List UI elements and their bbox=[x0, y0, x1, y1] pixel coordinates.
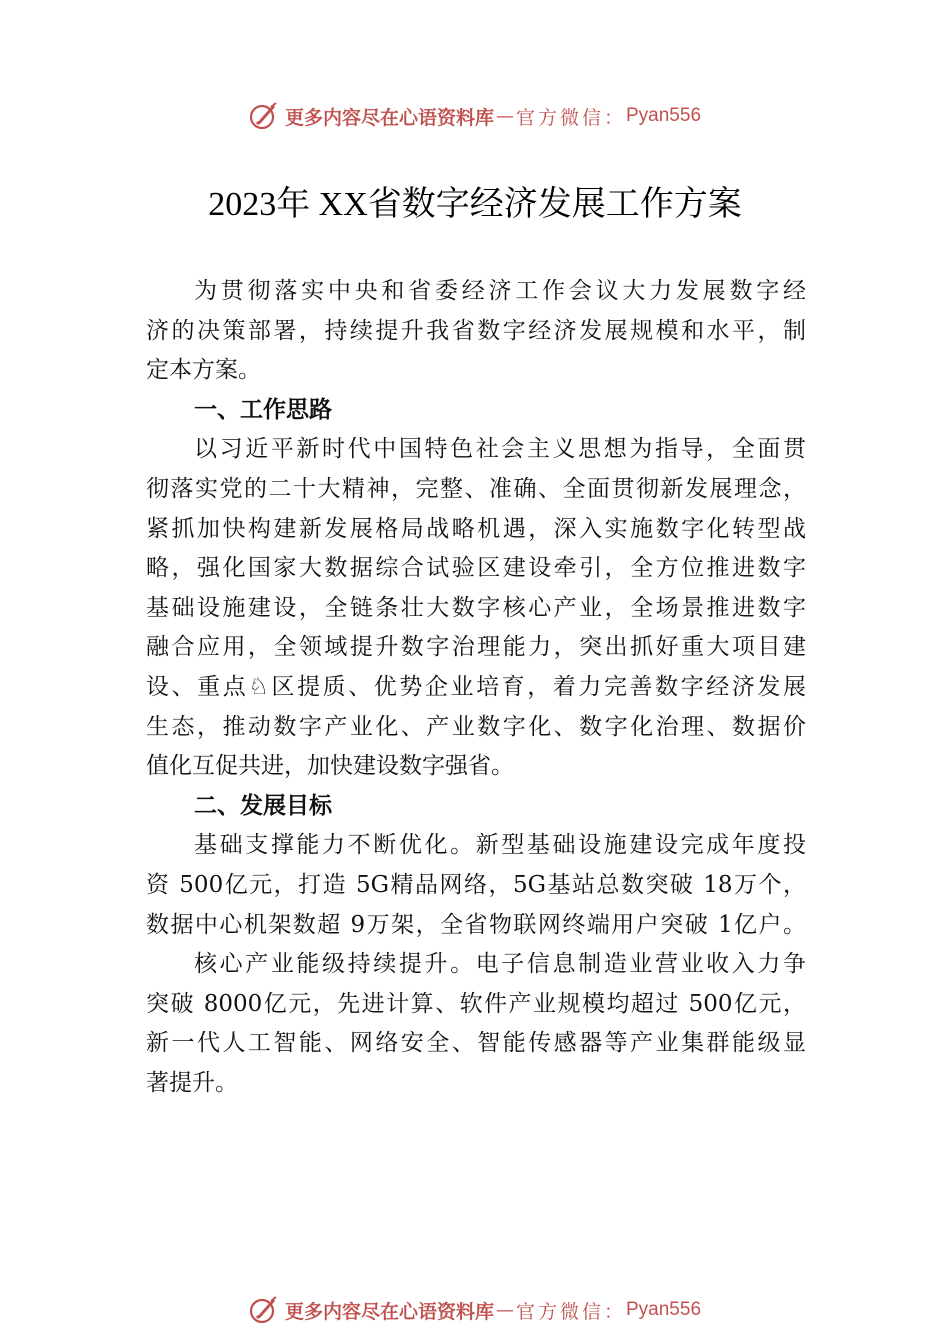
document-title: 2023年 XX省数字经济发展工作方案 bbox=[208, 186, 742, 223]
text-line: 突破 8000亿元，先进计算、软件产业规模均超过 500亿元， bbox=[146, 990, 806, 1017]
paragraph-core-industry-goals bbox=[146, 945, 806, 1103]
section-heading-work-approach: 一、工作思路 bbox=[194, 396, 332, 423]
text-line: 为贯彻落实中央和省委经济工作会议大力发展数字经 bbox=[194, 278, 806, 304]
quill-logo-icon bbox=[249, 1295, 279, 1325]
text-line: 资 500亿元，打造 5G精品网络，5G基站总数突破 18万个， bbox=[146, 871, 806, 898]
text-line: 著提升。 bbox=[146, 1069, 238, 1096]
text-line: 设、重点♘区提质、优势企业培育，着力完善数字经济发展 bbox=[146, 673, 806, 700]
text-line: 融合应用，全领域提升数字治理能力，突出抓好重大项目建 bbox=[146, 634, 806, 661]
text-line: 生态，推动数字产业化、产业数字化、数字化治理、数据价 bbox=[146, 713, 806, 740]
banner-dash: — bbox=[495, 105, 514, 127]
banner-dash: — bbox=[495, 1299, 514, 1321]
text-line: 基础设施建设，全链条壮大数字核心产业，全场景推进数字 bbox=[146, 594, 806, 621]
banner-wechat-id: Pyan556 bbox=[626, 105, 702, 126]
footer-banner bbox=[0, 1290, 950, 1330]
text-line: 定本方案。 bbox=[146, 357, 261, 384]
text-line: 略，强化国家大数据综合试验区建设牵引，全方位推进数字 bbox=[146, 555, 806, 582]
paragraph-work-approach bbox=[146, 430, 806, 786]
banner-brand: 更多内容尽在心语资料库 bbox=[284, 106, 494, 129]
banner-brand: 更多内容尽在心语资料库 bbox=[284, 1300, 494, 1323]
banner-wechat-id: Pyan556 bbox=[626, 1299, 702, 1320]
text-line: 值化互促共进，加快建设数字强省。 bbox=[146, 753, 514, 780]
text-line: 紧抓加快构建新发展格局战略机遇，深入实施数字化转型战 bbox=[146, 515, 806, 542]
text-line: 以习近平新时代中国特色社会主义思想为指导，全面贯 bbox=[194, 436, 806, 463]
document-body bbox=[146, 272, 806, 1103]
text-line: 彻落实党的二十大精神，完整、准确、全面贯彻新发展理念， bbox=[146, 475, 806, 502]
banner-official-label: 官方微信： bbox=[515, 106, 626, 129]
text-line: 基础支撑能力不断优化。新型基础设施建设完成年度投 bbox=[194, 832, 806, 859]
banner-official-label: 官方微信： bbox=[515, 1300, 626, 1323]
paragraph-intro bbox=[146, 272, 806, 391]
paragraph-infrastructure-goals bbox=[146, 826, 806, 945]
text-line: 新一代人工智能、网络安全、智能传感器等产业集群能级显 bbox=[146, 1030, 806, 1057]
header-banner bbox=[0, 96, 950, 136]
text-line: 核心产业能级持续提升。电子信息制造业营业收入力争 bbox=[194, 951, 806, 978]
quill-logo-icon bbox=[249, 101, 279, 131]
text-line: 数据中心机架数超 9万架，全省物联网终端用户突破 1亿户。 bbox=[146, 911, 806, 938]
section-heading-development-goals: 二、发展目标 bbox=[194, 792, 332, 819]
text-line: 济的决策部署，持续提升我省数字经济发展规模和水平，制 bbox=[146, 317, 806, 344]
